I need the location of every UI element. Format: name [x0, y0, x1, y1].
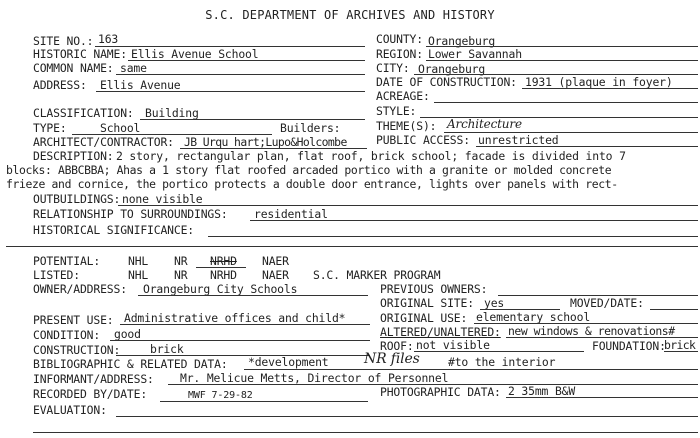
construction-line — [116, 355, 370, 356]
roof-label: ROOF: — [380, 339, 414, 353]
foundation-line — [664, 351, 698, 352]
date-construction-value: 1931 (plaque in foyer) — [525, 75, 673, 89]
architect-value: JB Urqu hart;Lupo&Holcombe — [184, 135, 347, 149]
outbuildings-label: OUTBUILDINGS: — [33, 192, 121, 206]
public-access-value: unrestricted — [478, 133, 559, 147]
condition-value: good — [114, 327, 141, 341]
listed-naer: NAER — [262, 268, 289, 282]
potential-label: POTENTIAL: — [33, 254, 101, 268]
original-use-label: ORIGINAL USE: — [380, 311, 468, 325]
region-value: Lower Savannah — [428, 47, 522, 61]
altered-label: ALTERED/UNALTERED: — [380, 325, 501, 339]
section-divider — [6, 246, 698, 247]
historical-significance-line — [208, 236, 698, 237]
acreage-label: ACREAGE: — [376, 89, 430, 103]
style-label: STYLE: — [376, 104, 417, 118]
listed-label: LISTED: — [33, 268, 80, 282]
date-construction-label: DATE OF CONSTRUCTION: — [376, 75, 517, 89]
potential-naer: NAER — [262, 254, 289, 268]
evaluation-line — [116, 416, 698, 417]
historic-name-line — [128, 60, 365, 61]
type-label: TYPE: — [33, 121, 67, 135]
original-site-label: ORIGINAL SITE: — [380, 296, 474, 310]
bibliographic-value: *development — [248, 355, 329, 369]
condition-label: CONDITION: — [33, 328, 101, 342]
original-site-value: yes — [484, 296, 505, 310]
potential-nhl: NHL — [128, 254, 149, 268]
photographic-value: 2 35mm B&W — [508, 384, 576, 398]
recorded-line — [160, 401, 368, 402]
address-label: ADDRESS: — [33, 78, 87, 92]
site-no-value: 163 — [98, 32, 119, 46]
moved-date-label: MOVED/DATE: — [570, 296, 644, 310]
common-name-value: same — [120, 61, 147, 75]
foundation-value: brick — [664, 338, 696, 352]
evaluation-label: EVALUATION: — [33, 403, 107, 417]
listed-marker: S.C. MARKER PROGRAM — [313, 268, 441, 282]
description-line-1: 2 story, rectangular plan, flat roof, brick school; facade is divided into 7 — [116, 149, 626, 163]
county-label: COUNTY: — [376, 32, 423, 46]
relationship-line — [250, 220, 698, 221]
historic-name-label: HISTORIC NAME: — [33, 47, 127, 61]
classification-line — [140, 119, 365, 120]
present-use-label: PRESENT USE: — [33, 313, 114, 327]
photographic-label: PHOTOGRAPHIC DATA: — [380, 385, 501, 399]
bibliographic-line — [244, 369, 698, 370]
site-no-label: SITE NO.: — [33, 34, 94, 48]
roof-value: not visible — [416, 338, 490, 352]
address-line — [96, 91, 365, 92]
altered-value: new windows & renovations# — [508, 324, 675, 338]
condition-line — [110, 340, 370, 341]
owner-label: OWNER/ADDRESS: — [33, 282, 127, 296]
region-line — [426, 60, 698, 61]
present-use-line — [120, 324, 370, 325]
common-name-label: COMMON NAME: — [33, 61, 114, 75]
description-line-2: blocks: ABBCBBA; Ahas a 1 story flat roofed arcaded portico with a granite or molded concrete — [6, 163, 612, 177]
acreage-line — [434, 102, 698, 103]
recorded-label: RECORDED BY/DATE: — [33, 387, 148, 401]
classification-value: Building — [145, 106, 199, 120]
city-value: Orangeburg — [418, 62, 486, 76]
owner-line — [138, 295, 368, 296]
recorded-value: MWF 7-29-82 — [188, 390, 253, 401]
relationship-value: residential — [254, 207, 328, 221]
relationship-label: RELATIONSHIP TO SURROUNDINGS: — [33, 207, 228, 221]
historical-significance-label: HISTORICAL SIGNIFICANCE: — [33, 223, 194, 237]
foundation-label: FOUNDATION: — [592, 339, 666, 353]
construction-label: CONSTRUCTION: — [33, 343, 121, 357]
builders-label: Builders: — [280, 121, 341, 135]
theme-value: Architecture — [447, 117, 522, 131]
region-label: REGION: — [376, 47, 423, 61]
potential-nr: NR — [174, 254, 188, 268]
historic-name-value: Ellis Avenue School — [131, 47, 259, 61]
roof-line — [414, 351, 584, 352]
public-access-label: PUBLIC ACCESS: — [376, 133, 470, 147]
listed-nrhd: NRHD — [210, 268, 237, 282]
moved-date-line — [650, 309, 698, 310]
listed-nr: NR — [174, 268, 188, 282]
present-use-value: Administrative offices and child* — [124, 311, 346, 325]
bibliographic-value-2: #to the interior — [448, 355, 556, 369]
architect-label: ARCHITECT/CONTRACTOR: — [33, 135, 174, 149]
address-value: Ellis Avenue — [100, 78, 181, 92]
city-label: CITY: — [376, 61, 410, 75]
previous-owners-label: PREVIOUS OWNERS: — [380, 282, 488, 296]
description-label: DESCRIPTION: — [33, 149, 114, 163]
outbuildings-line — [118, 205, 698, 206]
potential-nrhd: NRHD — [210, 254, 237, 268]
description-line-3: frieze and cornice, the portico protects a double door entrance, lights over panels with rect- — [6, 177, 618, 191]
common-name-line — [116, 74, 365, 75]
owner-value: Orangeburg City Schools — [143, 282, 298, 296]
date-construction-line — [522, 88, 698, 89]
listed-nhl: NHL — [128, 268, 149, 282]
photographic-line — [506, 397, 698, 398]
original-use-value: elementary school — [476, 310, 591, 324]
informant-value: Mr. Melicue Metts, Director of Personnel — [180, 371, 449, 385]
page-title: S.C. DEPARTMENT OF ARCHIVES AND HISTORY — [205, 8, 495, 22]
theme-label: THEME(S): — [376, 119, 437, 133]
bibliographic-handwritten: NR files — [364, 351, 420, 367]
outbuildings-value: none visible — [122, 192, 203, 206]
evaluation-line-2 — [33, 432, 698, 433]
informant-label: INFORMANT/ADDRESS: — [33, 372, 154, 386]
construction-value: brick — [150, 342, 184, 356]
bibliographic-label: BIBLIOGRAPHIC & RELATED DATA: — [33, 357, 228, 371]
type-value: School — [100, 121, 141, 135]
county-value: Orangeburg — [428, 34, 496, 48]
classification-label: CLASSIFICATION: — [33, 106, 134, 120]
public-access-line — [476, 146, 698, 147]
